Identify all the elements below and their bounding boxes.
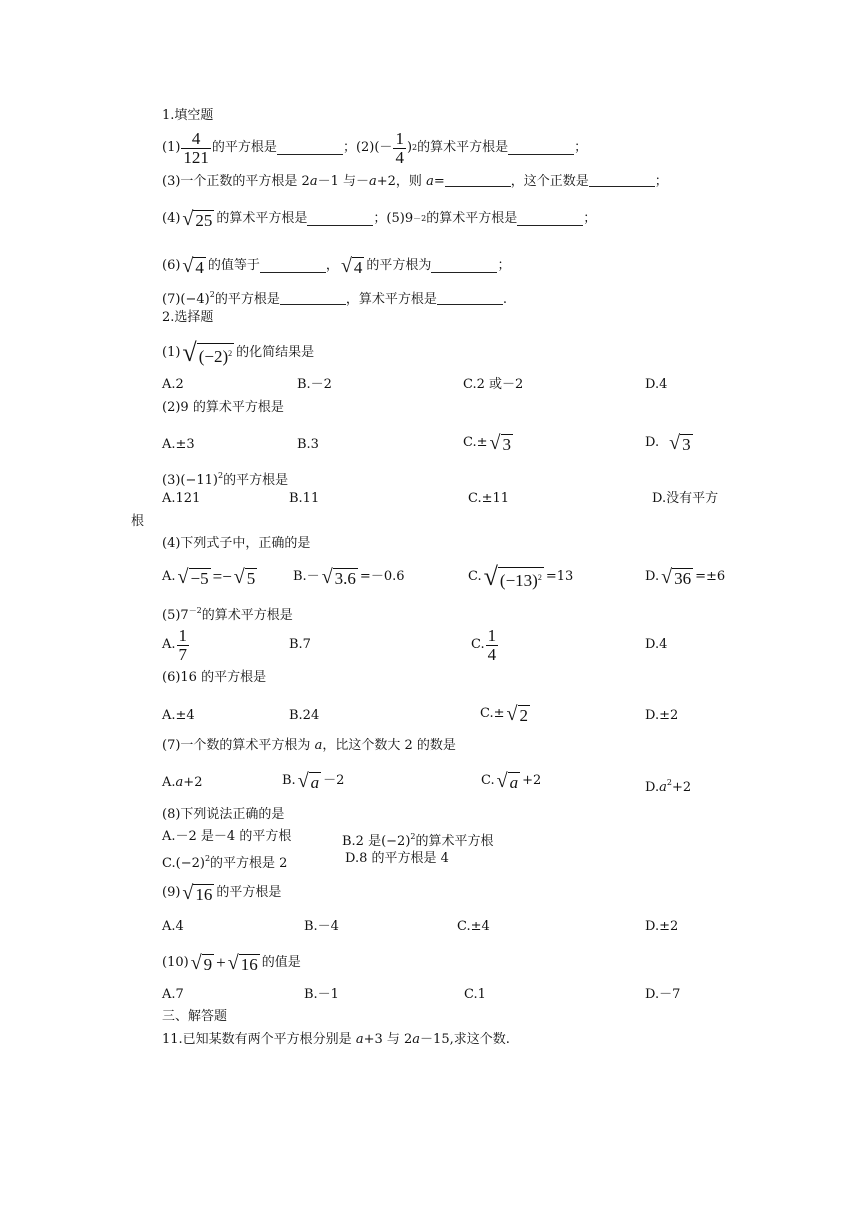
sqrt-neg2-squared: √ $(-2)^2$ xyxy=(182,338,233,367)
option-d[interactable]: $D.a^2+2$ xyxy=(645,778,692,795)
option-d[interactable]: D. √ 36 =±6 xyxy=(645,566,726,588)
section-3-title: 三、解答题 xyxy=(162,1009,228,1024)
choice-q1-stem: (1) √ $(-2)^2$ 的化简结果是 xyxy=(162,338,315,367)
choice-q4-stem: (4)下列式子中，正确的是 xyxy=(162,536,311,551)
option-b[interactable]: B.2 是$(-2)^2$的算术平方根 xyxy=(342,832,494,849)
option-b[interactable]: B.3 xyxy=(297,437,319,452)
choice-q9-stem: (9) √ 16 的平方根是 xyxy=(162,882,282,904)
sqrt-a: √ a xyxy=(496,770,519,792)
option-a[interactable]: A.7 xyxy=(162,987,184,1002)
option-a[interactable]: A.2 xyxy=(162,377,184,392)
fill-q1-q2: (1) $\frac{4}{121}$ 的平方根是 ；(2)(－ $\frac{1}{4}$ ) 2 的算术平方根是 ； xyxy=(162,128,588,167)
sqrt-9: √ 9 xyxy=(190,952,213,974)
option-b[interactable]: B.－ √ 3.6 =－0.6 xyxy=(293,566,405,588)
fraction-1-4: $\frac{1}{4}$ xyxy=(487,625,497,664)
option-c[interactable]: C.± √ 3 xyxy=(463,432,511,454)
option-c[interactable]: C.±11 xyxy=(468,491,510,506)
option-a[interactable]: A.4 xyxy=(162,919,184,934)
option-c[interactable]: C. √ $(-13)^2$ =13 xyxy=(468,562,574,591)
fill-q4-q5: (4) √ 25 的算术平方根是 ；(5)9 －2 的算术平方根是 ； xyxy=(162,208,597,230)
sqrt-3: √ 3 xyxy=(669,432,691,454)
option-d-wrap: 根 xyxy=(131,514,145,529)
sqrt-3: √ 3 xyxy=(489,432,511,454)
sqrt-16: √ 16 xyxy=(182,882,213,904)
option-d[interactable]: D.8 的平方根是 4 xyxy=(345,851,449,866)
option-c[interactable]: C.2 或－2 xyxy=(463,377,524,392)
option-c[interactable]: C.±4 xyxy=(457,919,490,934)
option-b[interactable]: B. √ a －2 xyxy=(282,770,345,792)
answer-blank[interactable] xyxy=(445,174,511,187)
section-1-title: 1.填空题 xyxy=(162,108,214,123)
sqrt-5: √ 5 xyxy=(233,566,256,588)
sqrt-16: √ 16 xyxy=(227,952,258,974)
option-a[interactable]: A.121 xyxy=(162,491,201,506)
option-b[interactable]: B.－1 xyxy=(304,987,339,1002)
answer-blank[interactable] xyxy=(431,260,497,273)
option-d[interactable]: D.4 xyxy=(645,637,668,652)
option-a[interactable]: A.±3 xyxy=(162,437,195,452)
sqrt-2: √ 2 xyxy=(506,703,528,725)
answer-blank[interactable] xyxy=(307,213,373,226)
sqrt-25: √ 25 xyxy=(182,208,213,230)
choice-q3-stem: $(3)(-11)^2$的平方根是 xyxy=(162,471,289,488)
option-a[interactable]: A.－2 是－4 的平方根 xyxy=(162,829,292,844)
option-b[interactable]: B.11 xyxy=(289,491,320,506)
option-c[interactable]: $C.(-2)^2$的平方根是 2 xyxy=(162,854,288,871)
option-c[interactable]: C. $\frac{1}{4}$ xyxy=(471,625,497,664)
answer-blank[interactable] xyxy=(437,292,503,305)
answer-blank[interactable] xyxy=(517,213,583,226)
option-b[interactable]: B.7 xyxy=(289,637,311,652)
option-b[interactable]: B.24 xyxy=(289,708,320,723)
option-d[interactable]: D.±2 xyxy=(645,919,679,934)
sqrt-neg13-squared: √ $(-13)^2$ xyxy=(483,562,542,591)
option-a[interactable]: A.a+2 xyxy=(162,775,203,790)
option-b[interactable]: B.－4 xyxy=(304,919,339,934)
sqrt-3-6: √ 3.6 xyxy=(321,566,356,588)
option-d[interactable]: D.没有平方 xyxy=(652,491,719,506)
fill-q3: (3)一个正数的平方根是 2a－1 与－a+2，则 a= ，这个正数是 ； xyxy=(162,174,668,189)
fill-q6: (6) √ 4 的值等于 ， √ 4 的平方根为 ； xyxy=(162,255,511,277)
fill-q7: $(7)(-4)^2$的平方根是 ，算术平方根是 . xyxy=(162,290,507,307)
option-a[interactable]: A. √ −5 =− √ 5 xyxy=(162,566,256,588)
choice-q5-stem: $(5)7^{-2}$的算术平方根是 xyxy=(162,606,293,623)
option-c[interactable]: C.1 xyxy=(464,987,486,1002)
option-d[interactable]: D.4 xyxy=(645,377,668,392)
answer-q11: 11.已知某数有两个平方根分别是 a+3 与 2a－15,求这个数. xyxy=(162,1032,510,1047)
sqrt-4: √ 4 xyxy=(340,255,363,277)
option-b[interactable]: B.－2 xyxy=(297,377,332,392)
option-a[interactable]: A.±4 xyxy=(162,708,195,723)
option-d[interactable]: D.－7 xyxy=(645,987,681,1002)
choice-q6-stem: (6)16 的平方根是 xyxy=(162,670,267,685)
option-d[interactable]: D. √ 3 xyxy=(645,432,691,454)
fraction-1-4: $\frac{1}{4}$ xyxy=(395,128,404,167)
answer-blank[interactable] xyxy=(277,142,343,155)
answer-blank[interactable] xyxy=(508,142,574,155)
choice-q8-stem: (8)下列说法正确的是 xyxy=(162,807,285,822)
sqrt-neg5: √ −5 xyxy=(177,566,209,588)
option-c[interactable]: C. √ a +2 xyxy=(481,770,542,792)
option-d[interactable]: D.±2 xyxy=(645,708,679,723)
choice-q2-stem: (2)9 的算术平方根是 xyxy=(162,400,284,415)
fraction-4-121: $\frac{4}{121}$ xyxy=(183,128,209,167)
answer-blank[interactable] xyxy=(260,260,326,273)
section-2-title: 2.选择题 xyxy=(162,310,214,325)
fraction-1-7: $\frac{1}{7}$ xyxy=(178,625,188,664)
sqrt-36: √ 36 xyxy=(661,566,692,588)
option-c[interactable]: C.± √ 2 xyxy=(480,703,528,725)
choice-q7-stem: (7)一个数的算术平方根为 a，比这个数大 2 的数是 xyxy=(162,738,456,753)
choice-q10-stem: (10) √ 9 + √ 16 的值是 xyxy=(162,952,301,974)
sqrt-a: √ a xyxy=(297,770,320,792)
answer-blank[interactable] xyxy=(589,174,655,187)
option-a[interactable]: A. $\frac{1}{7}$ xyxy=(162,625,188,664)
answer-blank[interactable] xyxy=(280,292,346,305)
sqrt-4: √ 4 xyxy=(182,255,204,277)
